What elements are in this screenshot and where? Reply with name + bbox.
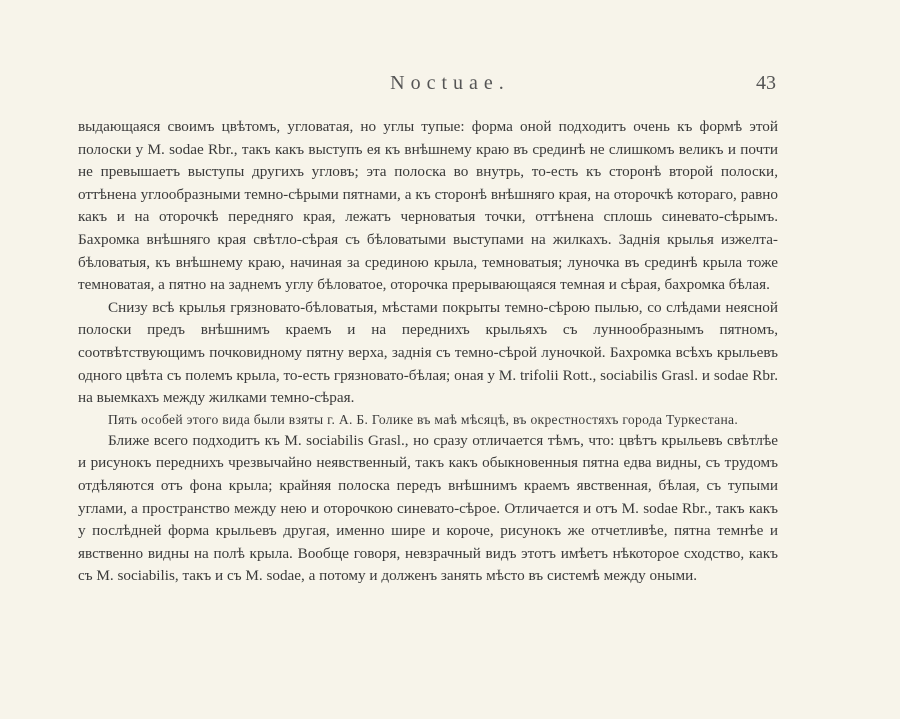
body-text [78,116,778,588]
paragraph-comparison: Ближе всего подходитъ къ M. sociabilis Grasl., но сразу отличается тѣмъ, что: цвѣтъ крыльевъ свѣтлѣе и рисунокъ переднихъ чрезвычайно неявственный, такъ какъ обыкновенныя пятна едва видны, съ трудомъ отдѣляются отъ фона крыла; крайняя полоска передъ внѣшнимъ краемъ явственная, бѣлая, съ тупыми углами, а пространство между нею и оторочкою синевато-сѣрое. Отличается и отъ M. sodae Rbr., такъ какъ у послѣдней форма крыльевъ другая, именно шире и короче, рисунокъ же отчетливѣе, пятна темнѣе и явственно видны на полѣ крыла. Вообще говоря, невзрачный видъ этотъ имѣетъ нѣкоторое сходство, какъ съ M. sociabilis, такъ и съ M. sodae, а потому и долженъ занять мѣсто въ системѣ между оными. [78,431,778,585]
page-number: 43 [756,72,776,94]
paragraph-underside: Снизу всѣ крылья грязновато-бѣловатыя, мѣстами покрыты темно-сѣрою пылью, со слѣдами неясной полоски предъ внѣшнимъ краемъ и на переднихъ крыльяхъ съ луннообразнымъ пятномъ, соотвѣтствующимъ почковидному пятну верха, заднія съ темно-сѣрой луночкой. Бахромка всѣхъ крыльевъ одного цвѣта съ полемъ крыла, то-есть грязновато-бѣлая; оная у M. trifolii Rott., sociabilis Grasl. и sodae Rbr. на выемкахъ между жилками темно-сѣрая. [78,298,778,407]
paragraph-continuation: выдающаяся своимъ цвѣтомъ, угловатая, но углы тупые: форма оной подходитъ очень къ формѣ этой полоски у M. sodae Rbr., такъ какъ выступъ ея къ внѣшнему краю въ срединѣ не слишкомъ великъ и почти не превышаетъ выступы другихъ угловъ; эта полоска во внутрь, то-есть къ сторонѣ второй полоски, оттѣнена углообразными темно-сѣрыми пятнами, а къ сторонѣ внѣшняго края, на оторочкѣ котораго, равно какъ и на оторочкѣ передняго края, лежатъ черноватыя точки, оттѣнена сплошь синевато-сѣрымъ. Бахромка внѣшняго края свѣтло-сѣрая съ бѣловатыми выступами на жилкахъ. Заднія крылья изжелта-бѣловатыя, къ внѣшнему краю, начиная за срединою крыла, темноватыя; луночка въ срединѣ крыла тоже темноватая, а пятно на заднемъ углу бѣловатое, оторочка прерывающаяся темная и сѣрая, бахромка бѣлая. [78,118,778,294]
running-title: Noctuae. [390,72,510,94]
paragraph-specimen-note: Пять особей этого вида были взяты г. А. Б. Голике въ маѣ мѣсяцѣ, въ окрестностяхъ города Туркестана. [108,411,739,427]
page-header [0,72,900,96]
